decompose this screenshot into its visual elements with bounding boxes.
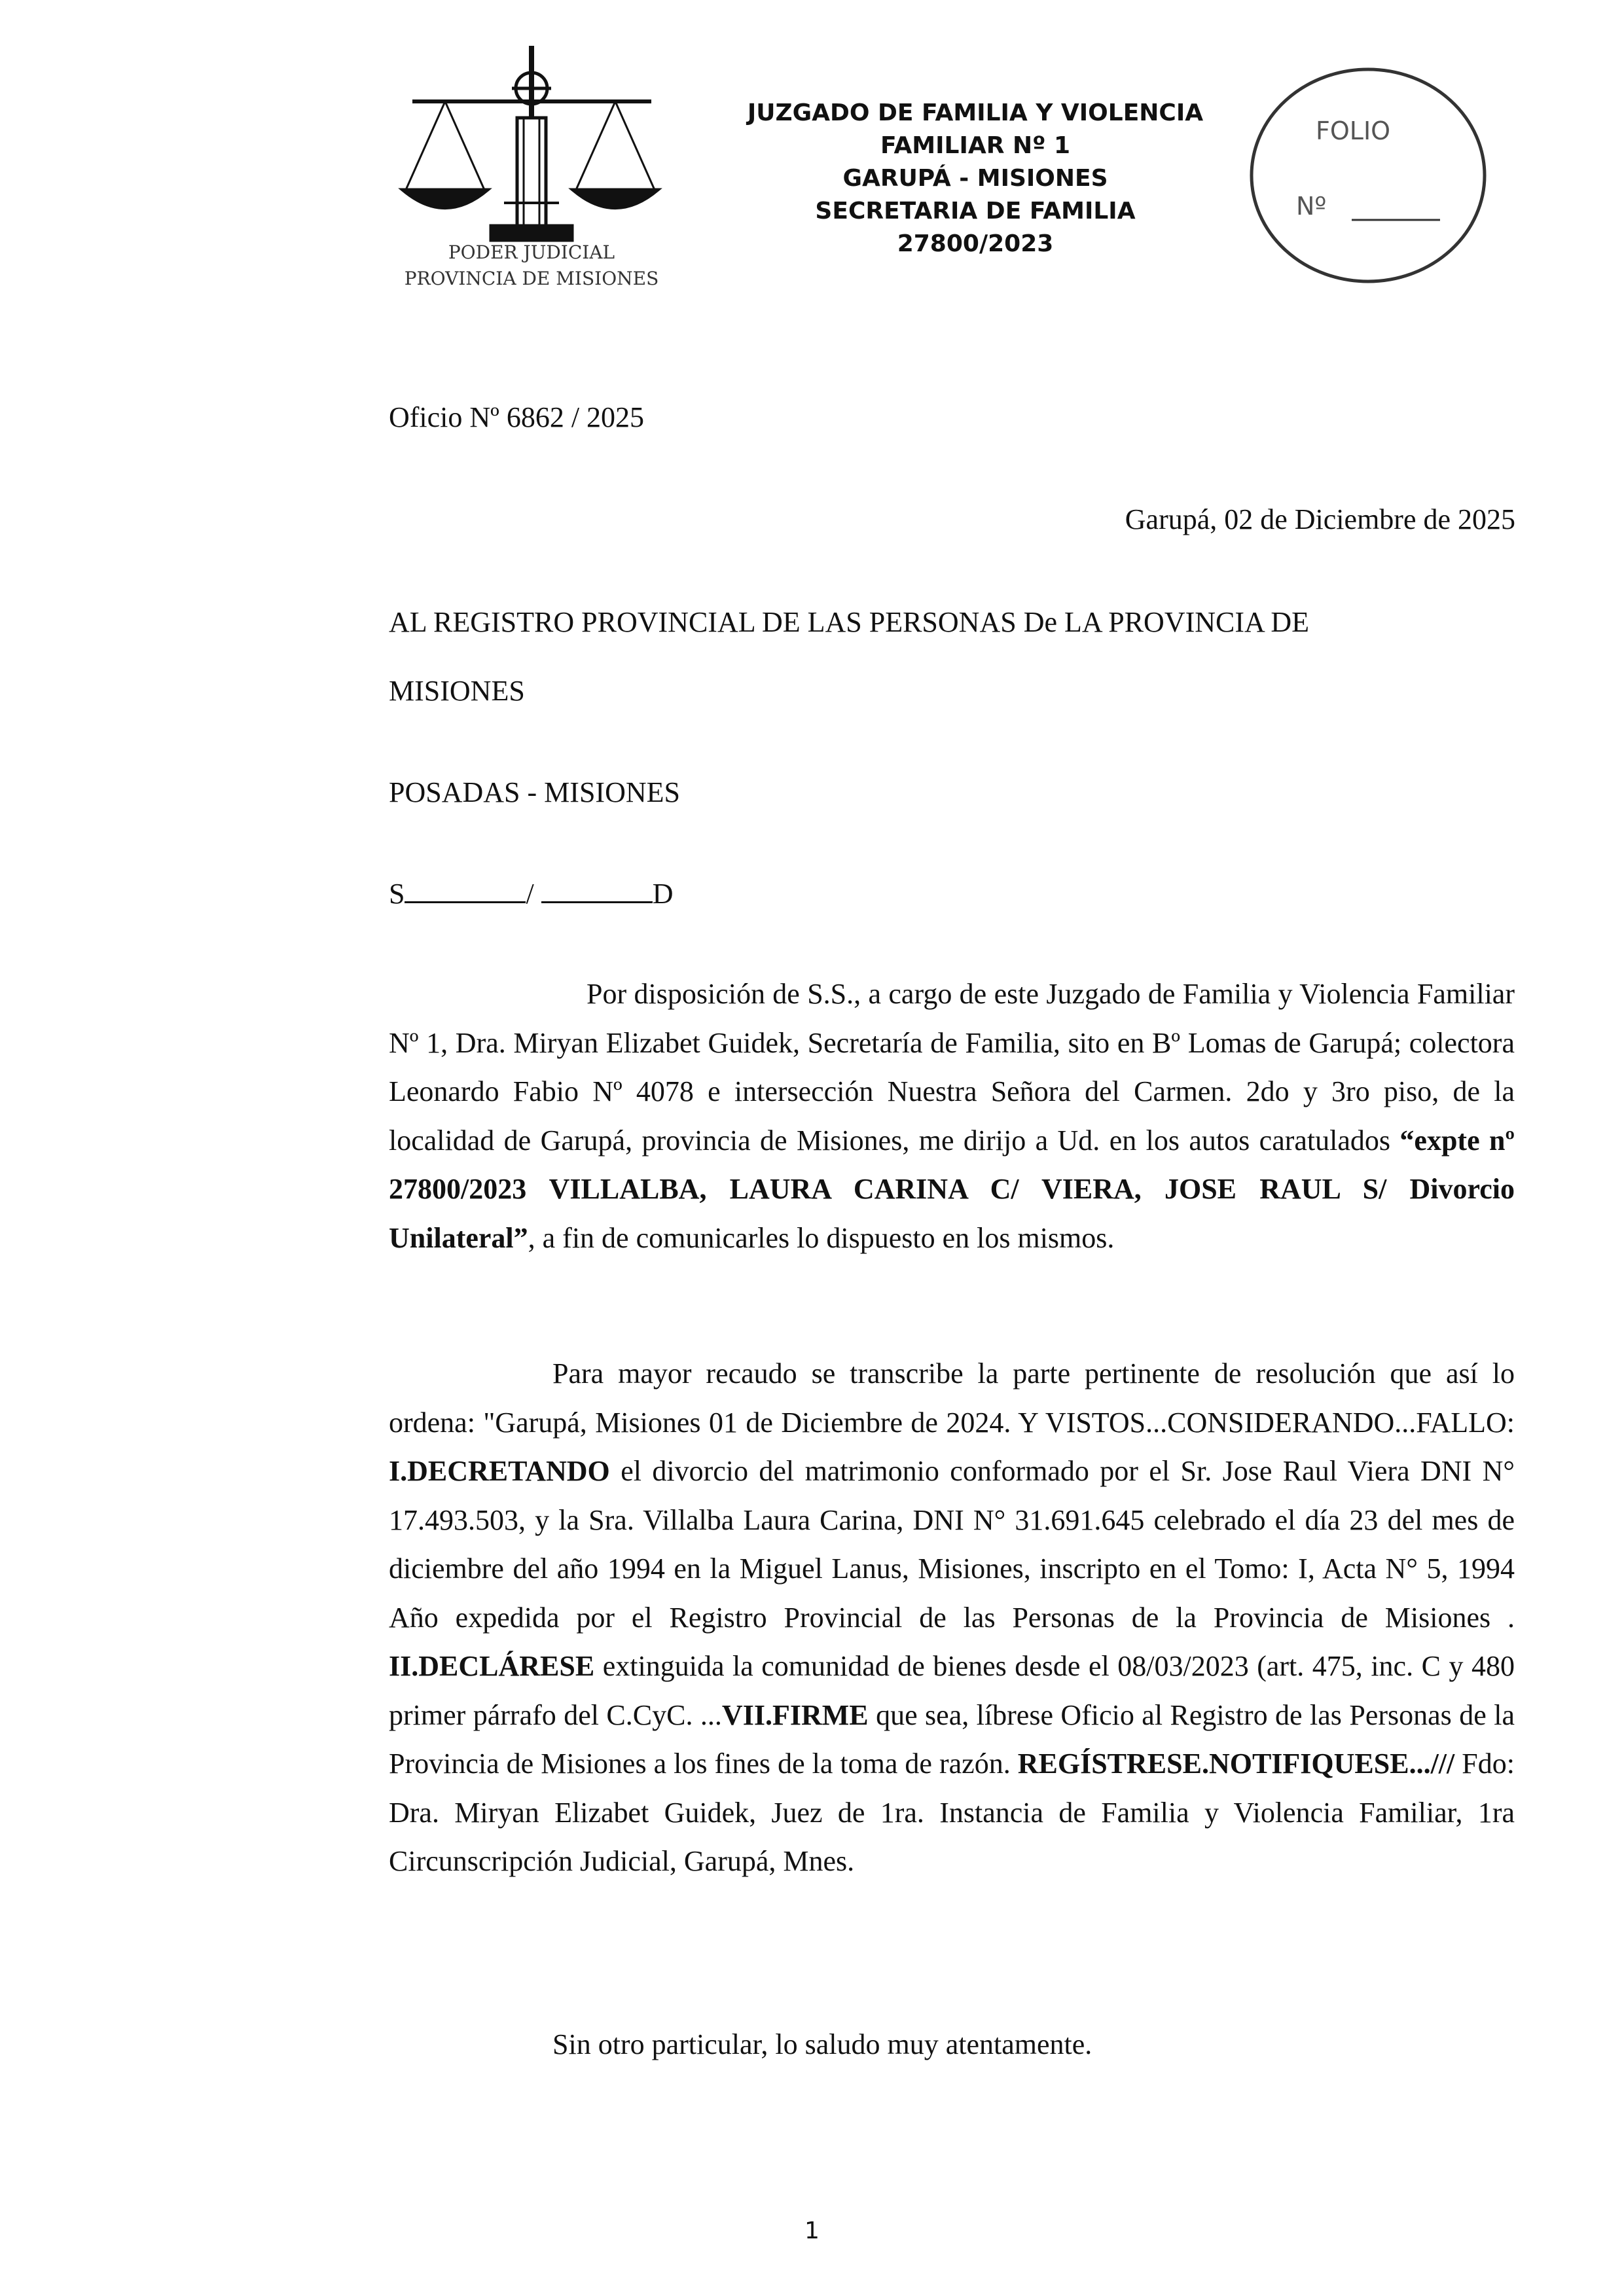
header-line5: 27800/2023: [897, 230, 1054, 257]
paragraph-2: [389, 1350, 1515, 1886]
firme-bold: VII.FIRME: [721, 1698, 869, 1731]
folio-number-label: Nº: [1296, 192, 1327, 221]
sd-s: S: [389, 878, 405, 910]
registrese-bold: REGÍSTRESE.NOTIFIQUESE...///: [1017, 1748, 1462, 1780]
paragraph2-text5: Fdo: Dra. Miryan Elizabet Guidek, Juez de 1ra. Instancia de Familia y Violencia Familiar, 1ra Circunscripción Judicial, Garupá, Mnes.: [389, 1748, 1515, 1877]
header-line2: FAMILIAR Nº 1: [880, 132, 1070, 159]
case-title: “expte nº 27800/2023 VILLALBA, LAURA CARINA C/ VIERA, JOSE RAUL S/ Divorcio Unilateral”: [389, 1124, 1515, 1254]
paragraph2-text4: que sea, líbrese Oficio al Registro de las Personas de la Provincia de Misiones a los fines de la toma de razón.: [389, 1698, 1515, 1780]
header-line1: JUZGADO DE FAMILIA Y VIOLENCIA: [747, 99, 1204, 126]
court-header: [681, 97, 1270, 260]
poder-judicial-logo: [393, 39, 681, 295]
folio-stamp: [1244, 64, 1492, 287]
logo-line1: PODER JUDICIAL: [448, 242, 615, 263]
paragraph1-text2: , a fin de comunicarles lo dispuesto en los mismos.: [528, 1221, 1115, 1254]
folio-label: FOLIO: [1316, 117, 1391, 145]
sd-d: D: [652, 878, 674, 910]
paragraph2-text2: el divorcio del matrimonio conformado por el Sr. Jose Raul Viera DNI N° 17.493.503, y la Sra. Villalba Laura Carina, DNI N° 31.691.645 celebrado el día 23 del mes de diciembre del año 1994 en la Miguel Lanus, Misiones, inscripto en el Tomo: I, Acta N° 5, 1994 Año expedida por el Registro Provincial de las Personas de la Provincia de Misiones .: [389, 1455, 1515, 1634]
decretando-bold: I.DECRETANDO: [389, 1455, 610, 1487]
page-number: 1: [804, 2217, 820, 2244]
logo-line2: PROVINCIA DE MISIONES: [404, 268, 659, 289]
header-line4: SECRETARIA DE FAMILIA: [815, 198, 1136, 224]
addressee-city: POSADAS - MISIONES: [389, 776, 680, 808]
date-line: Garupá, 02 de Diciembre de 2025: [1125, 503, 1515, 535]
scales-icon: [403, 46, 658, 240]
paragraph-1: [389, 970, 1515, 1263]
paragraph1-text1: Por disposición de S.S., a cargo de este Juzgado de Familia y Violencia Familiar Nº 1, Dra. Miryan Elizabet Guidek, Secretaría de Familia, sito en Bº Lomas de Garupá; colectora Leonardo Fabio Nº 4078 e intersección Nuestra Señora del Carmen. 2do y 3ro piso, de la localidad de Garupá, provincia de Misiones, me dirijo a Ud. en los autos caratulados: [389, 978, 1515, 1157]
paragraph2-text3: extinguida la comunidad de bienes desde el 08/03/2023 (art. 475, inc. C y 480 primer párrafo del C.CyC. ...: [389, 1650, 1515, 1731]
addressee-line2: MISIONES: [389, 675, 525, 707]
header-line3: GARUPÁ - MISIONES: [842, 165, 1108, 192]
addressee-line1: AL REGISTRO PROVINCIAL DE LAS PERSONAS De LA PROVINCIA DE: [389, 606, 1310, 638]
paragraph2-text1: Para mayor recaudo se transcribe la parte pertinente de resolución que así lo ordena: "Garupá, Misiones 01 de Diciembre de 2024. Y VISTOS...CONSIDERANDO...FALLO:: [389, 1357, 1515, 1439]
closing-line: Sin otro particular, lo saludo muy atentamente.: [552, 2028, 1092, 2060]
oficio-number: Oficio Nº 6862 / 2025: [389, 401, 645, 433]
declarese-bold: II.DECLÁRESE: [389, 1650, 595, 1682]
sd-line: [389, 877, 674, 910]
sd-slash: /: [526, 878, 534, 910]
